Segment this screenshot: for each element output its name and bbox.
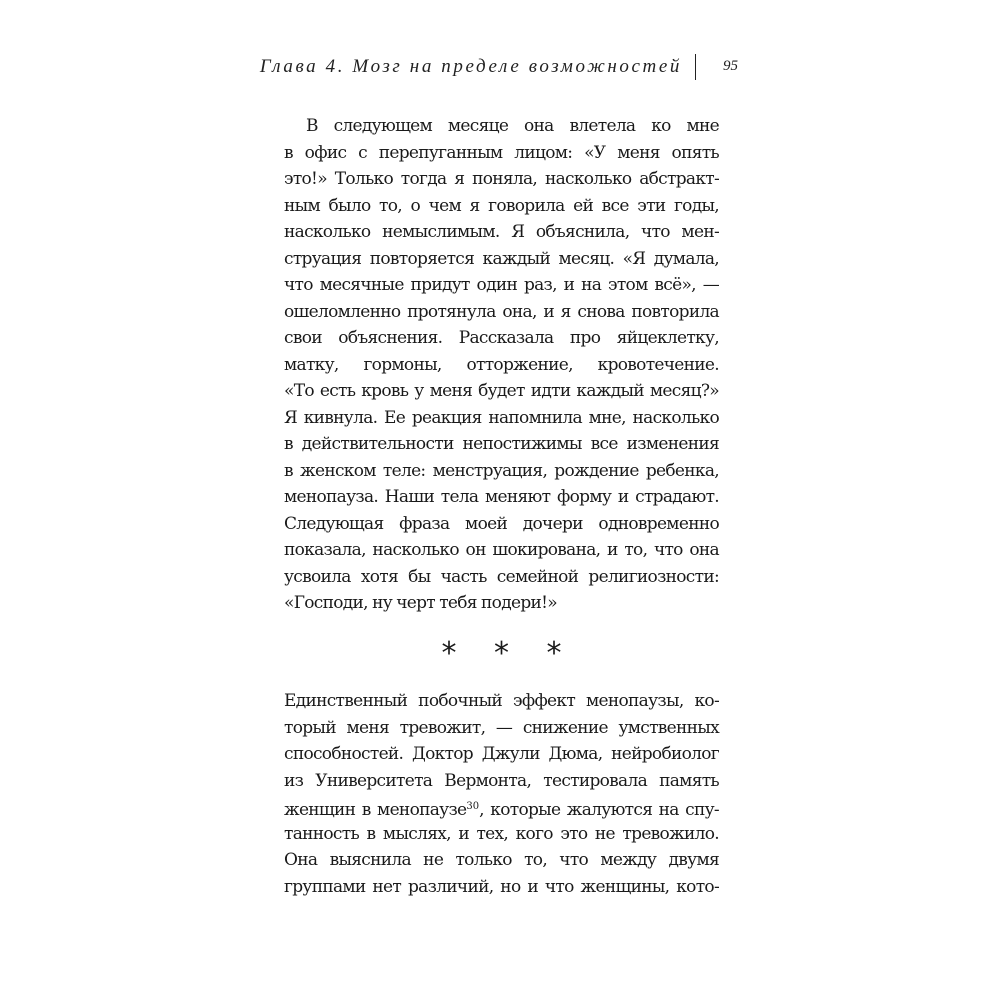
text-line: усвоила хотя бы часть семейной религиозности: [284,566,719,587]
text-line: «То есть кровь у меня будет идти каждый месяц?» [284,381,719,401]
text-line: Единственный побочный эффект менопаузы, ко- [284,691,719,711]
text-fragment: женщин в менопаузе [284,800,467,820]
text-line: в офис с перепуганным лицом: «У меня опять [284,142,719,163]
text-line-with-footnote [284,794,719,821]
paragraph-1 [284,113,719,617]
page-number: 95 [723,58,738,74]
text-fragment: , которые жалуются на спу- [479,800,719,820]
text-line: насколько немыслимым. Я объяснила, что мен- [284,222,719,242]
text-line: Она выяснила не только то, что между двумя [284,850,719,870]
footnote-reference: 30 [466,801,480,812]
text-line: ошеломленно протянула она, и я снова повторила [284,301,719,322]
text-line: «Господи, ну черт тебя подери!» [284,593,557,613]
text-line: способностей. Доктор Джули Дюма, нейробиолог [284,744,719,764]
paragraph-2 [284,688,719,900]
text-line: торый меня тревожит, — снижение умственных [284,717,719,738]
text-line: матку, гормоны, отторжение, кровотечение. [284,354,719,375]
text-line: струация повторяется каждый месяц. «Я думала, [284,248,719,269]
text-line: показала, насколько он шокирована, и то, что она [284,540,719,560]
text-line: Я кивнула. Ее реакция напомнила мне, насколько [284,407,719,428]
header-divider [695,54,697,80]
text-line: что месячные придут один раз, и на этом всё», — [284,275,719,295]
text-line: свои объяснения. Рассказала про яйцеклетку, [284,328,719,348]
running-head [259,52,750,86]
text-line: ным было то, о чем я говорила ей все эти годы, [284,195,719,216]
text-line: группами нет различий, но и что женщины, кото- [284,876,719,897]
section-divider: * * * [441,636,576,671]
text-line: в женском теле: менструация, рождение ребенка, [284,460,719,481]
text-line: из Университета Вермонта, тестировала память [284,770,719,791]
text-line: В следующем месяце она влетела ко мне [306,116,719,136]
chapter-title: Глава 4. Мозг на пределе возможностей [259,56,682,77]
text-line: в действительности непостижимы все изменения [284,434,719,454]
text-line: Следующая фраза моей дочери одновременно [284,513,719,534]
text-line: это!» Только тогда я поняла, насколько абстракт- [284,169,719,189]
text-line: танность в мыслях, и тех, кого это не тревожило. [284,823,719,844]
text-line: менопауза. Наши тела меняют форму и страдают. [284,487,719,507]
